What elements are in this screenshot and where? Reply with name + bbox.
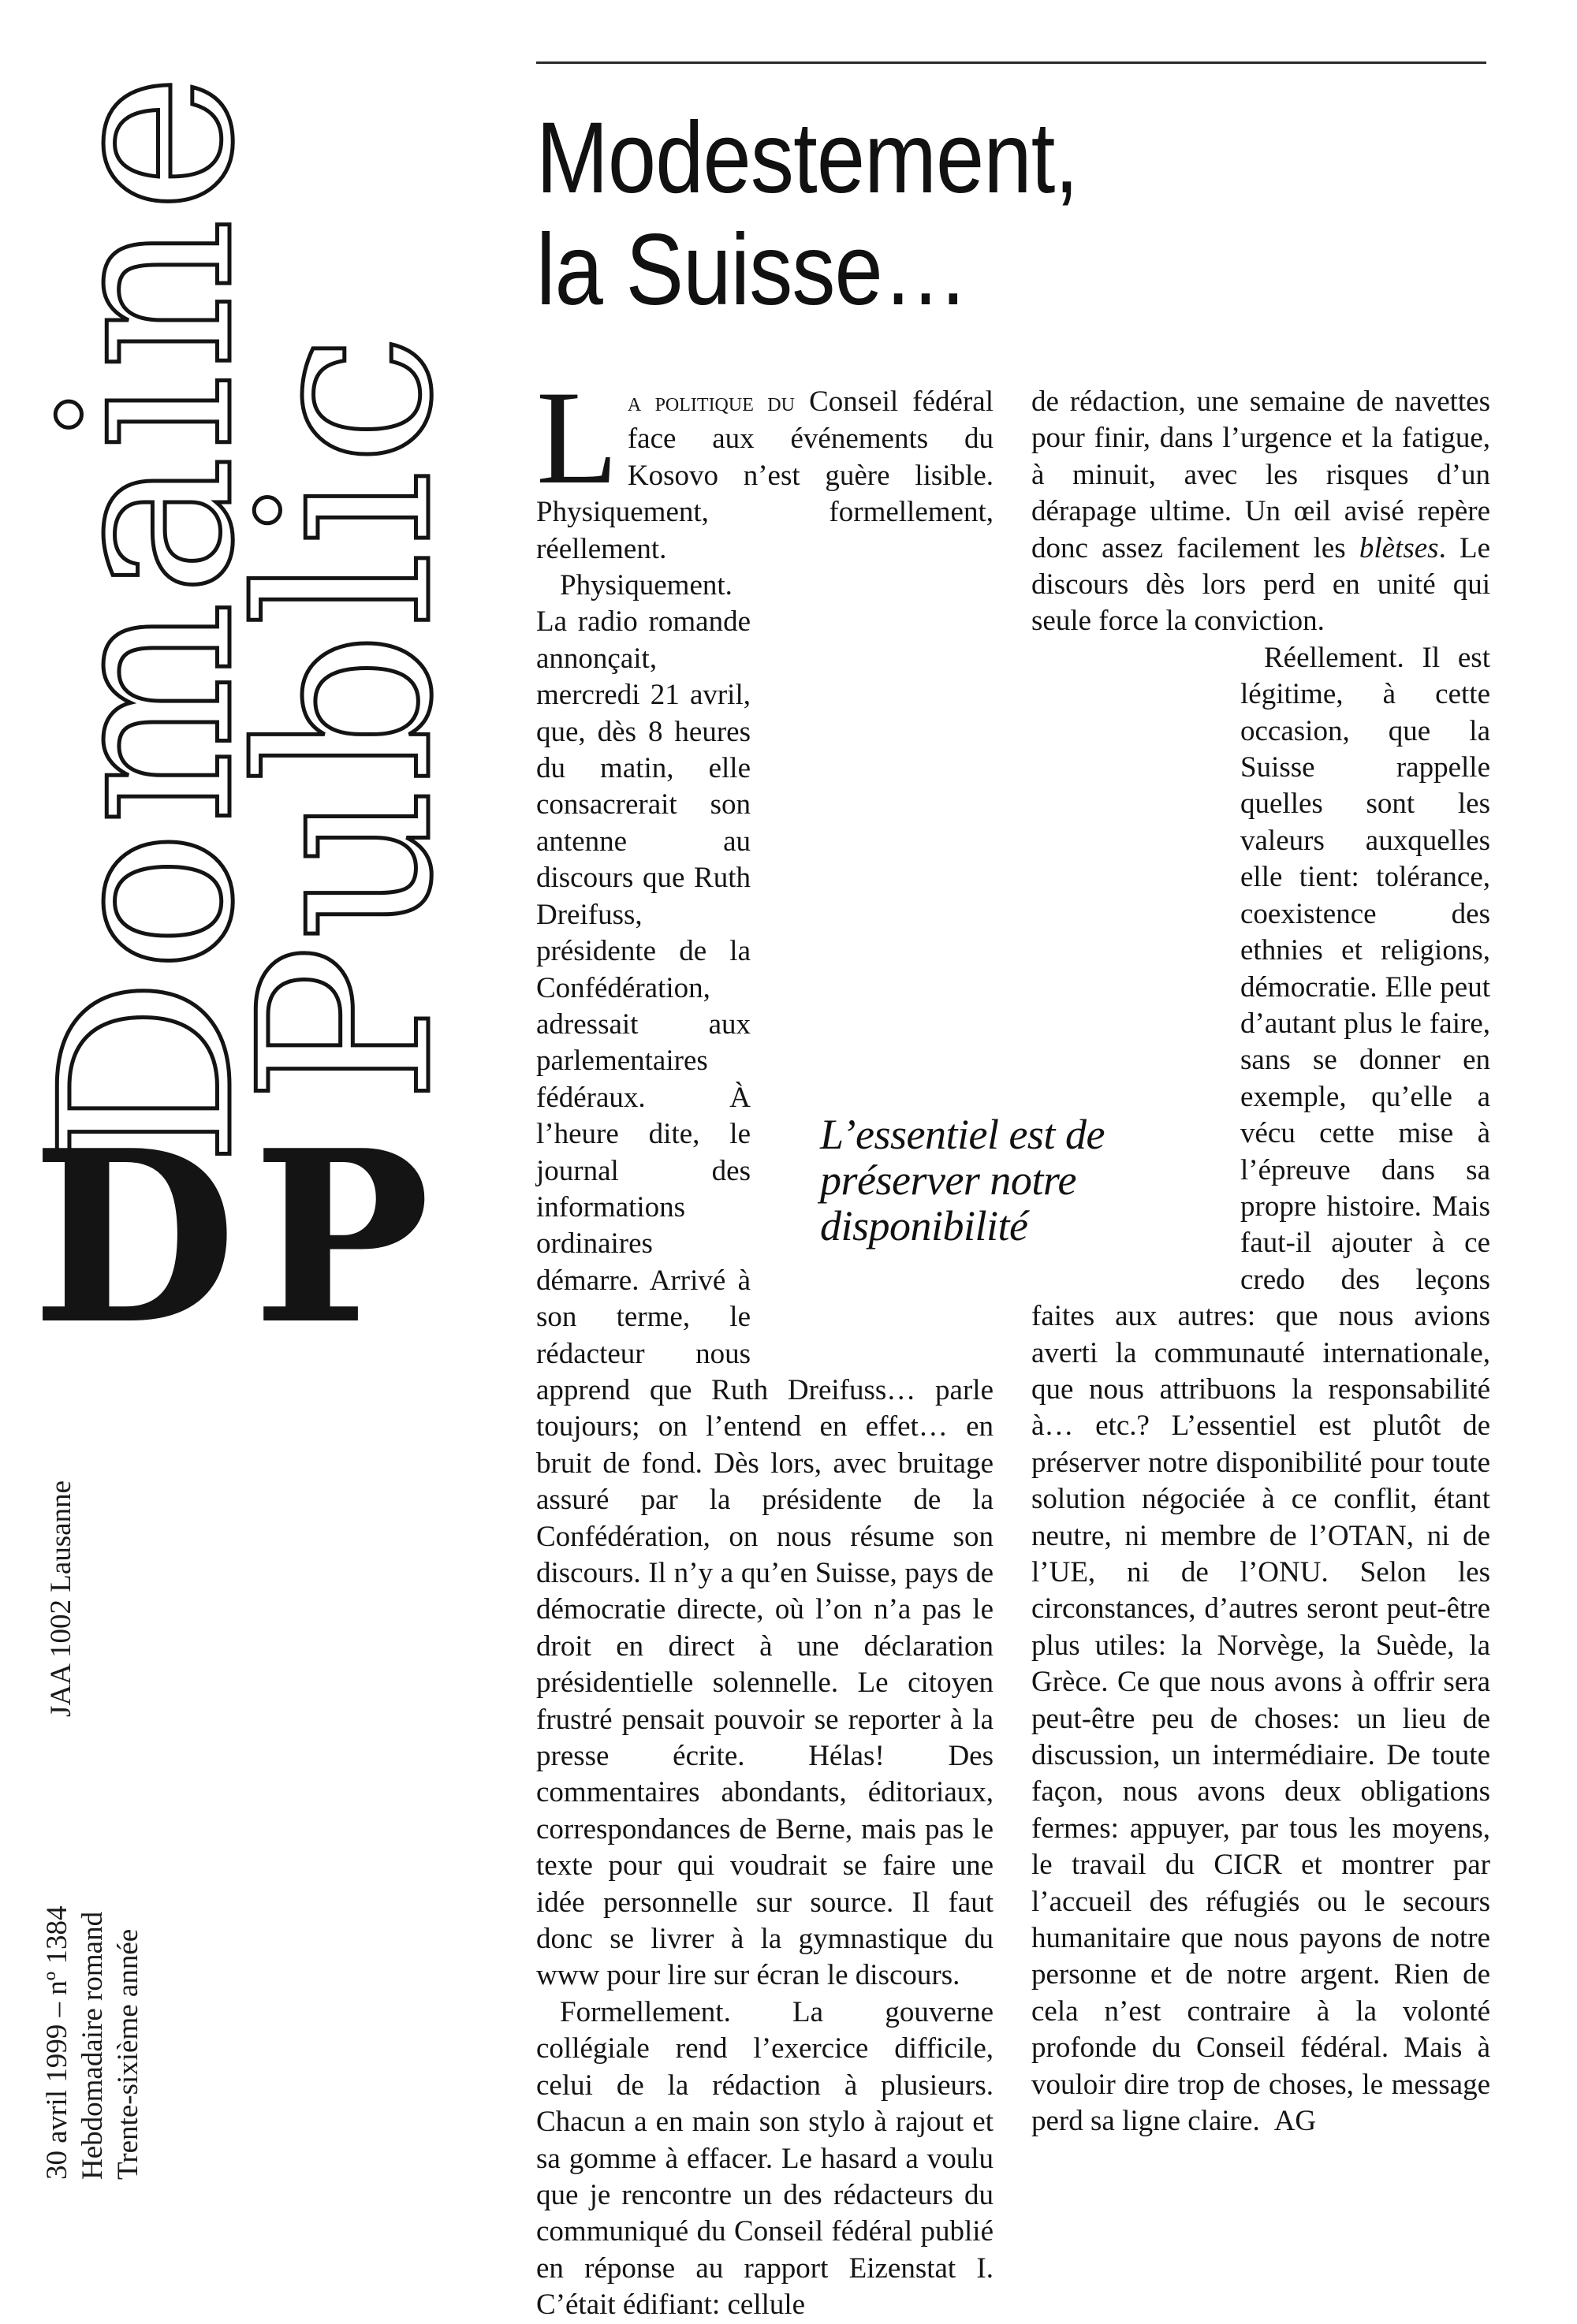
- paragraph-3: Formellement. La gouverne collégiale rend l’exercice difficile, celui de la rédaction à plusieurs. Chacun a en main son stylo à rajout et sa gomme à effacer. Le hasard a voulu que je rencontre un des rédacteurs du communiqué du Conseil fédéral publié en réponse au rapport Eizenstat I. C’était édifiant: cellule: [536, 1995, 994, 2322]
- pullquote-gap-right: [1031, 1019, 1240, 1271]
- pull-quote: L’essentiel est de préserver notre disponibilité: [820, 1111, 1105, 1250]
- headline: [536, 102, 1350, 326]
- paragraph-4-before: de rédaction, une semaine de navettes pour finir, dans l’urgence et la fatigue, à minuit, avec les risques d’un dérapage ultime. Un œil avisé repère donc assez facilement les: [1031, 385, 1490, 564]
- issue-info: [39, 1905, 146, 2180]
- article-column-1: [536, 363, 994, 2324]
- masthead-domaine: Domaine: [10, 68, 285, 1167]
- issue-frequency: Hebdomadaire romand: [76, 1911, 109, 2180]
- masthead-initials: DP: [32, 1098, 446, 1376]
- author-signature: AG: [1273, 2105, 1317, 2138]
- top-rule: [536, 61, 1486, 64]
- issue-year: Trente-sixième année: [112, 1928, 144, 2180]
- paragraph-1-text: Conseil fédéral face aux événements du Kosovo n’est guère lisible. Physiquement, formellement, réellement.: [536, 385, 994, 565]
- headline-line-2: la Suisse…: [536, 214, 969, 326]
- postal-mark: JAA 1002 Lausanne: [45, 1480, 77, 1717]
- masthead-public: Public: [209, 328, 484, 1104]
- paragraph-2-text: Physiquement. La radio romande annonçait, mercredi 21 avril, que, dès 8 heures du matin, elle consacrerait son antenne au discours que Ruth Dreifuss, présidente de la Confédération, adressait aux parlementaires fédéraux. À l’heure dite, le journal des informations ordinaires démarre. Arrivé à son terme, le rédacteur nous apprend que Ruth Dreifuss… parle toujours; on l’entend en effet… en bruit de fond. Dès lors, avec bruitage assuré par la présidente de la Confédération, on nous résume son discours. Il n’y a qu’en Suisse, pays de démocratie directe, où l’on n’a pas le droit en direct à une déclaration présidentielle solennelle. Le citoyen frustré pensait pouvoir se reporter à la presse écrite. Hélas! Des commentaires abondants, éditoriaux, correspondances de Berne, mais pas le texte pour qui voudrait se faire une idée personnelle sur source. Il faut donc se livrer à la gymnastique du www pour lire sur écran le discours.: [536, 569, 994, 1992]
- drop-cap: L: [536, 363, 618, 512]
- paragraph-2: [536, 568, 994, 1994]
- paragraph-5: [1031, 640, 1490, 2140]
- paragraph-4-after: . Le discours dès lors perd en unité qui seule force la conviction.: [1031, 531, 1490, 638]
- lead-smallcaps: a politique du: [627, 388, 795, 417]
- article-column-2: [1031, 384, 1490, 2140]
- headline-line-1: Modestement,: [536, 102, 1079, 214]
- issue-date: 30 avril 1999 – nº 1384: [41, 1905, 73, 2180]
- paragraph-4: [1031, 384, 1490, 640]
- paragraph-5-text: Réellement. Il est légitime, à cette occasion, que la Suisse rappelle quelles sont les valeurs auxquelles elle tient: tolérance, coexistence des ethnies et religions, démocratie. Elle peut d’autant plus le faire, sans se donner en exemple, qu’elle a vécu cette mise à l’épreuve dans sa propre histoire. Mais faut-il ajouter à ce credo des leçons faites aux autres: que nous avions averti la communauté internationale, que nous attribuons la responsabilité à… etc.? L’essentiel est plutôt de préserver notre disponibilité pour toute solution négociée à ce conflit, étant neutre, ni membre de l’OTAN, ni de l’UE, ni de l’ONU. Selon les circonstances, d’autres seront peut-être plus utiles: la Norvège, la Suède, la Grèce. Ce que nous avons à offrir sera peut-être peu de choses: un lieu de discussion, un intermédiaire. De toute façon, nous avons deux obligations fermes: appuyer, par tous les moyens, le travail du CICR et montrer par l’accueil des réfugiés ou le secours humanitaire que nous payons de notre personne et de notre argent. Rien de cela n’est contraire à la volonté profonde du Conseil fédéral. Mais à vouloir dire trop de choses, le message perd sa ligne claire.: [1031, 641, 1490, 2138]
- paragraph-4-italic: blètses: [1359, 531, 1439, 564]
- paragraph-1: [536, 363, 994, 568]
